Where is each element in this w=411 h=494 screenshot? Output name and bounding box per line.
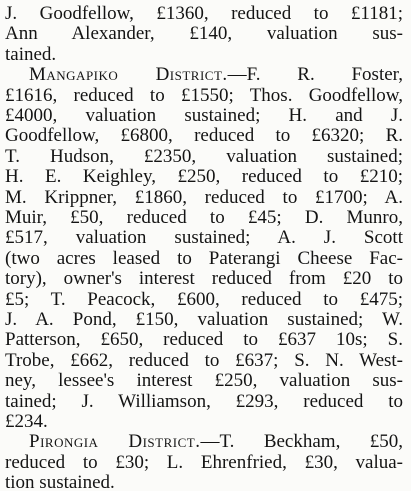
line-text: £517, valuation sustained; A. J. Scott <box>5 227 403 249</box>
line-text: £1616, reduced to £1550; Thos. Goodfellow, <box>5 84 403 106</box>
text-line <box>5 350 403 372</box>
line-text: £234. <box>5 411 48 432</box>
line-text: Trobe, £662, reduced to £637; S. N. West- <box>5 349 403 371</box>
text-line <box>5 207 403 229</box>
line-text: tained. <box>5 43 57 65</box>
line-text: reduced to £30; L. Ehrenfried, £30, valua- <box>5 451 403 473</box>
text-line <box>5 248 403 270</box>
text-line <box>5 411 403 433</box>
text-line <box>5 187 403 209</box>
district-name: Mangapiko District. <box>29 64 228 86</box>
text-line <box>5 268 403 290</box>
text-line <box>5 146 403 168</box>
line-text: Patterson, £650, reduced to £637 10s; S. <box>5 329 403 351</box>
line-text: £4000, valuation sustained; H. and J. <box>5 105 403 126</box>
line-text: ney, lessee's interest £250, valuation sus- <box>5 370 403 392</box>
line-text: tained; J. Williamson, £293, reduced to <box>5 390 403 412</box>
text-line <box>5 227 403 249</box>
line-text: —F. R. Foster, <box>227 64 403 86</box>
line-text: J. Goodfellow, £1360, reduced to £1181; <box>5 3 403 24</box>
district-heading-line <box>29 431 403 453</box>
line-text: Ann Alexander, £140, valuation sus- <box>5 23 403 45</box>
text-line <box>5 391 403 413</box>
line-text: M. Krippner, £1860, reduced to £1700; A. <box>5 186 403 208</box>
text-line <box>5 3 403 25</box>
text-line <box>5 289 403 311</box>
line-text: tion sustained. <box>5 472 115 494</box>
text-line <box>5 85 403 107</box>
line-text: (two acres leased to Paterangi Cheese Fac- <box>5 247 403 269</box>
text-line <box>5 370 403 392</box>
text-line <box>5 105 403 127</box>
line-text: Goodfellow, £6800, reduced to £6320; R. <box>5 125 403 147</box>
text-line <box>5 452 403 474</box>
line-text: tory), owner's interest reduced from £20 to <box>5 268 403 290</box>
line-text: J. A. Pond, £150, valuation sustained; W. <box>5 309 403 330</box>
line-text: —T. Beckham, £50, <box>200 431 403 453</box>
text-line <box>5 44 403 66</box>
line-text: T. Hudson, £2350, valuation sustained; <box>5 145 403 167</box>
text-line <box>5 125 403 147</box>
line-text: £5; T. Peacock, £600, reduced to £475; <box>5 288 403 310</box>
line-text: H. E. Keighley, £250, reduced to £210; <box>5 166 403 188</box>
text-line <box>5 309 403 331</box>
text-line <box>5 329 403 351</box>
text-line <box>5 23 403 45</box>
district-name: Pirongia District. <box>29 431 201 453</box>
line-text: Muir, £50, reduced to £45; D. Munro, <box>5 207 403 228</box>
text-line <box>5 166 403 188</box>
district-heading-line <box>29 64 403 86</box>
